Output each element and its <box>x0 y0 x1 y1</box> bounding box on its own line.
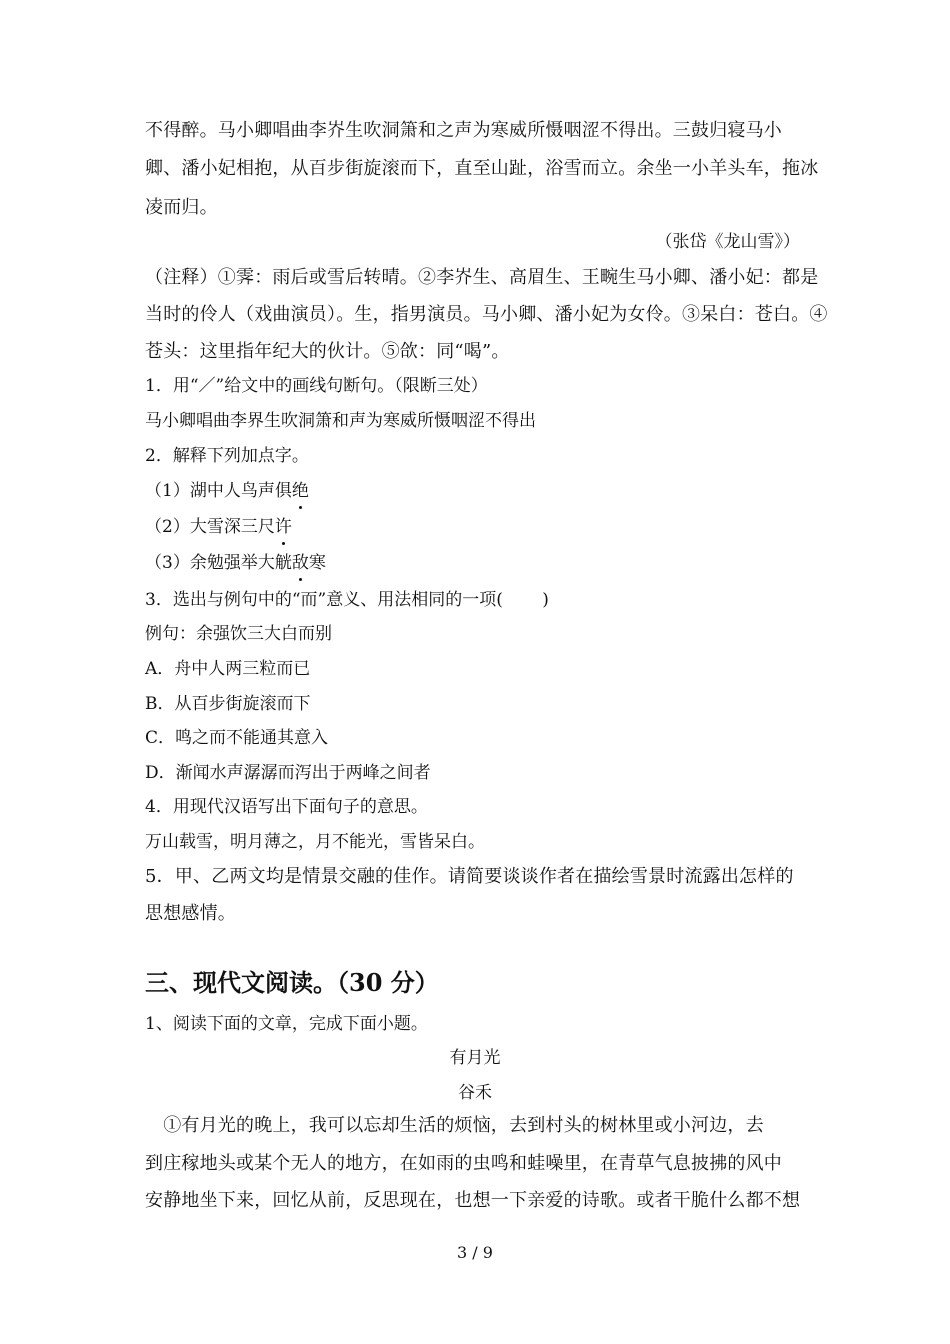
article-paragraph-line: 安静地坐下来，回忆从前，反思现在，也想一下亲爱的诗歌。或者干脆什么都不想 <box>145 1190 801 1211</box>
question-3-option-a: A．舟中人两三粒而已 <box>145 659 311 679</box>
article-paragraph-line: ①有月光的晚上，我可以忘却生活的烦恼，去到村头的树林里或小河边，去 <box>145 1115 764 1136</box>
question-3-example: 例句：余强饮三大白而别 <box>145 624 332 644</box>
notes-line: （注释）①霁：雨后或雪后转晴。②李岕生、高眉生、王畹生马小卿、潘小妃：都是 <box>145 267 819 288</box>
item-text: （3）余勉强举大觥 <box>145 553 292 573</box>
question-5: 思想感情。 <box>145 903 236 924</box>
notes-line: 当时的伶人（戏曲演员）。生，指男演员。马小卿、潘小妃为女伶。③呆白：苍白。④ <box>145 304 828 325</box>
section-task: 1、阅读下面的文章，完成下面小题。 <box>145 1014 428 1034</box>
question-2: 2．解释下列加点字。 <box>145 446 309 466</box>
question-5: 5．甲、乙两文均是情景交融的佳作。请简要谈谈作者在描绘雪景时流露出怎样的 <box>145 866 794 887</box>
question-2-item <box>145 551 810 575</box>
dotted-character: 许 <box>274 517 292 537</box>
passage-line: 卿、潘小妃相抱，从百步街旋滚而下，直至山趾，浴雪而立。余坐一小羊头车，拖冰 <box>145 158 819 179</box>
page-number: 3 / 9 <box>457 1243 493 1262</box>
question-4-sentence: 万山载雪，明月薄之，月不能光，雪皆呆白。 <box>145 832 485 852</box>
article-author: 谷禾 <box>458 1083 492 1103</box>
question-1: 1．用“／”给文中的画线句断句。（限断三处） <box>145 376 488 396</box>
question-1-sentence: 马小卿唱曲李界生吹洞箫和声为寒威所慑咽涩不得出 <box>145 411 536 431</box>
dotted-character: 绝 <box>291 481 309 501</box>
passage-source: （张岱《龙山雪》） <box>655 232 800 252</box>
question-3-option-b: B．从百步街旋滚而下 <box>145 694 311 714</box>
question-2-item <box>145 515 810 539</box>
passage-line: 不得醉。马小卿唱曲李岕生吹洞箫和之声为寒威所慑咽涩不得出。三鼓归寝马小 <box>145 120 782 141</box>
question-2-item <box>145 479 810 503</box>
dotted-character: 敌 <box>291 553 309 573</box>
question-3: 3．选出与例句中的“而”意义、用法相同的一项( ) <box>145 590 549 610</box>
question-3-option-c: C．鸣之而不能通其意入 <box>145 728 329 748</box>
article-title: 有月光 <box>449 1048 501 1068</box>
section-heading: 三、现代文阅读。（30 分） <box>145 968 439 997</box>
passage-line: 凌而归。 <box>145 197 218 218</box>
notes-line: 苍头：这里指年纪大的伙计。⑤欱：同“喝”。 <box>145 341 510 362</box>
item-text: 寒 <box>308 553 326 573</box>
article-paragraph-line: 到庄稼地头或某个无人的地方，在如雨的虫鸣和蛙噪里，在青草气息披拂的风中 <box>145 1153 782 1174</box>
question-3-option-d: D．渐闻水声潺潺而泻出于两峰之间者 <box>145 763 431 783</box>
item-text: （1）湖中人鸟声俱 <box>145 481 292 501</box>
question-4: 4．用现代汉语写出下面句子的意思。 <box>145 797 428 817</box>
item-text: （2）大雪深三尺 <box>145 517 275 537</box>
